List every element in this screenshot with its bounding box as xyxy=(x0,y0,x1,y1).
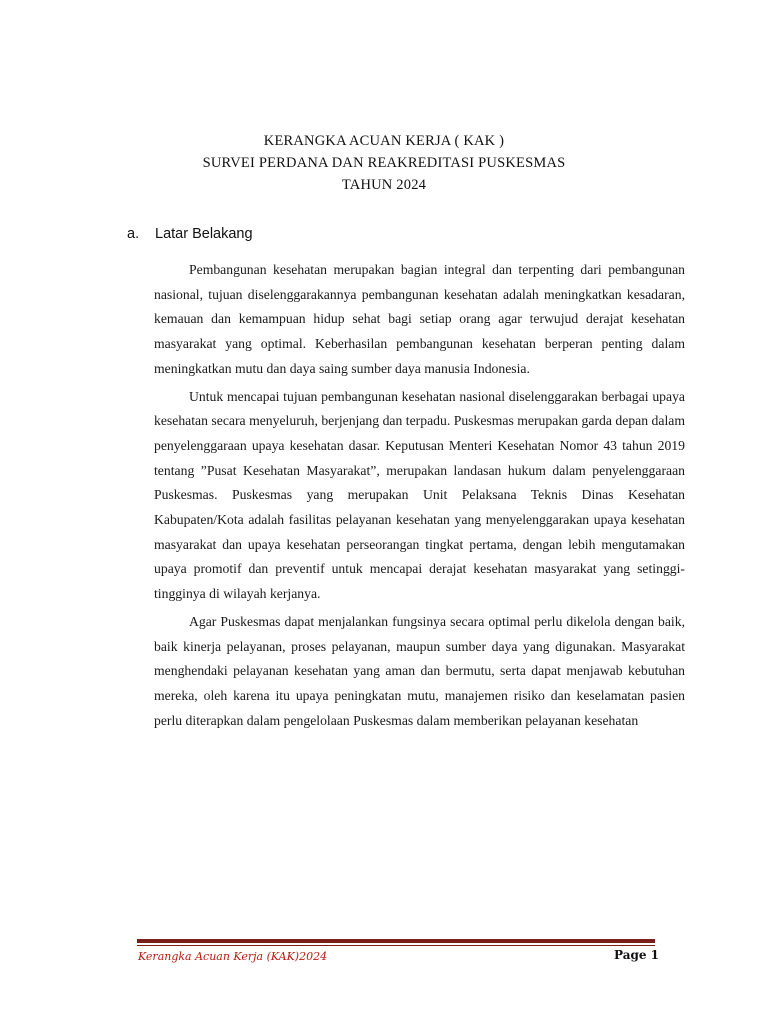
section-letter: a. xyxy=(127,226,140,242)
body-text xyxy=(154,258,685,736)
footer-divider xyxy=(137,939,655,946)
title-line-1: KERANGKA ACUAN KERJA ( KAK ) xyxy=(263,133,505,149)
section-heading xyxy=(127,226,253,242)
document-title xyxy=(0,130,768,196)
section-title: Latar Belakang xyxy=(155,226,253,242)
paragraph-1: Pembangunan kesehatan merupakan bagian integral dan terpenting dari pembangunan nasional, tujuan diselenggarakannya pembangunan kesehatan adalah meningkatkan kesadaran, kemauan dan kemampuan hidup sehat bagi setiap orang agar terwujud derajat kesehatan masyarakat yang optimal. Keberhasilan pembangunan kesehatan berperan penting dalam meningkatkan mutu dan daya saing sumber daya manusia Indonesia. xyxy=(154,262,685,376)
title-line-2: SURVEI PERDANA DAN REAKREDITASI PUSKESMAS xyxy=(202,155,566,171)
page-number: Page 1 xyxy=(614,948,660,962)
paragraph-2: Untuk mencapai tujuan pembangunan kesehatan nasional diselenggarakan berbagai upaya kesehatan secara menyeluruh, berjenjang dan terpadu. Puskesmas merupakan garda depan dalam penyelenggaraan upaya kesehatan dasar. Keputusan Menteri Kesehatan Nomor 43 tahun 2019 tentang ”Pusat Kesehatan Masyarakat”, merupakan landasan hukum dalam penyelenggaraan Puskesmas. Puskesmas yang merupakan Unit Pelaksana Teknis Dinas Kesehatan Kabupaten/Kota adalah fasilitas pelayanan kesehatan yang menyelenggarakan upaya kesehatan masyarakat dan upaya kesehatan perseorangan tingkat pertama, dengan lebih mengutamakan upaya promotif dan preventif untuk mencapai derajat kesehatan masyarakat yang setinggi-tingginya di wilayah kerjanya. xyxy=(154,388,685,602)
paragraph-3: Agar Puskesmas dapat menjalankan fungsinya secara optimal perlu dikelola dengan baik, baik kinerja pelayanan, proses pelayanan, maupun sumber daya yang digunakan. Masyarakat menghendaki pelayanan kesehatan yang aman dan bermutu, serta dapat menjawab kebutuhan mereka, oleh karena itu upaya peningkatan mutu, manajemen risiko dan keselamatan pasien perlu diterapkan dalam pengelolaan Puskesmas dalam memberikan pelayanan kesehatan xyxy=(154,613,685,728)
footer-document-label: Kerangka Acuan Kerja (KAK)2024 xyxy=(138,950,328,963)
title-line-3: TAHUN 2024 xyxy=(341,177,427,193)
